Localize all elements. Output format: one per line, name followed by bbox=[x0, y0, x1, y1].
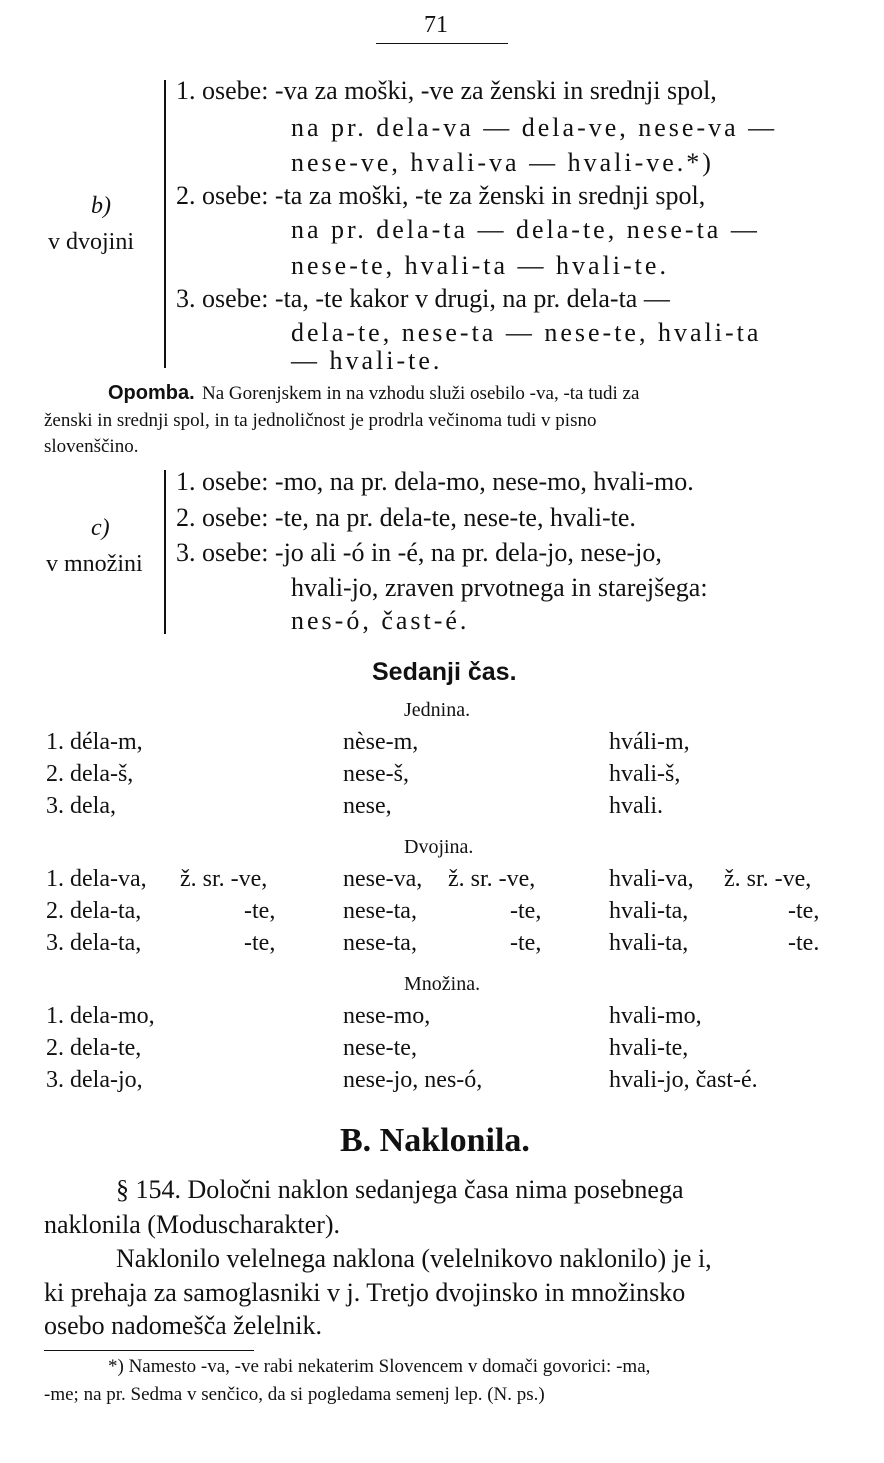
table-cell: hvali-jo, čast-é. bbox=[609, 1067, 758, 1093]
dual-line: dela-te, nese-ta — nese-te, hvali-ta bbox=[291, 318, 762, 347]
table-cell: hvali-š, bbox=[609, 761, 681, 787]
table-cell: nese, bbox=[343, 793, 392, 819]
table-cell: 1. déla-m, bbox=[46, 729, 143, 755]
dual-line: na pr. dela-ta — dela-te, nese-ta — bbox=[291, 215, 760, 244]
section-b-paragraph-line: ki prehaja za samoglasniki v j. Tretjo dvojinsko in množinsko bbox=[44, 1278, 686, 1307]
table-cell: 3. dela-jo, bbox=[46, 1067, 143, 1093]
dual-line: nese-ve, hvali-va — hvali-ve.*) bbox=[291, 148, 714, 177]
dual-line: 3. osebe: -ta, -te kakor v drugi, na pr. dela-ta — bbox=[176, 284, 670, 313]
table-cell: -te, bbox=[510, 898, 542, 924]
dual-line: 2. osebe: -ta za moški, -te za ženski in srednji spol, bbox=[176, 181, 706, 210]
dual-table-heading: Dvojina. bbox=[404, 836, 474, 858]
table-cell: -te. bbox=[788, 930, 820, 956]
table-cell: hvali-mo, bbox=[609, 1003, 702, 1029]
dual-line: na pr. dela-va — dela-ve, nese-va — bbox=[291, 113, 778, 142]
table-cell: 1. dela-mo, bbox=[46, 1003, 155, 1029]
section-b-paragraph-line: naklonila (Moduscharakter). bbox=[44, 1210, 341, 1239]
footnote-line: -me; na pr. Sedma v senčico, da si pogledama semenj lep. (N. ps.) bbox=[44, 1384, 545, 1405]
table-cell: nèse-m, bbox=[343, 729, 419, 755]
table-cell: hvali-te, bbox=[609, 1035, 689, 1061]
dual-brace bbox=[164, 80, 166, 368]
table-cell: 2. dela-š, bbox=[46, 761, 134, 787]
table-cell: ž. sr. -ve, bbox=[724, 866, 812, 892]
table-cell: -te, bbox=[244, 930, 276, 956]
plural-line: 2. osebe: -te, na pr. dela-te, nese-te, hvali-te. bbox=[176, 503, 636, 532]
table-cell: nese-te, bbox=[343, 1035, 417, 1061]
note-heading: Opomba. bbox=[108, 382, 195, 404]
table-cell: nese-va, bbox=[343, 866, 423, 892]
table-cell: 3. dela, bbox=[46, 793, 116, 819]
note-line: slovenščino. bbox=[44, 436, 139, 457]
table-cell: nese-ta, bbox=[343, 930, 417, 956]
plural-line: hvali-jo, zraven prvotnega in starejšega: bbox=[291, 573, 708, 602]
footnote-line: *) Namesto -va, -ve rabi nekaterim Slovencem v domači govorici: -ma, bbox=[108, 1356, 651, 1377]
dual-label-letter: b) bbox=[91, 193, 111, 219]
table-cell: -te, bbox=[510, 930, 542, 956]
section-b-title: B. Naklonila. bbox=[340, 1122, 530, 1159]
table-cell: -te, bbox=[788, 898, 820, 924]
plural-brace bbox=[164, 470, 166, 634]
header-rule bbox=[376, 43, 508, 44]
dual-line: — hvali-te. bbox=[291, 346, 443, 375]
plural-line: 3. osebe: -jo ali -ó in -é, na pr. dela-jo, nese-jo, bbox=[176, 538, 662, 567]
table-cell: 3. dela-ta, bbox=[46, 930, 142, 956]
footnote-rule bbox=[44, 1350, 254, 1351]
singular-heading: Jednina. bbox=[404, 699, 471, 721]
table-cell: 1. dela-va, bbox=[46, 866, 147, 892]
table-cell: nese-ta, bbox=[343, 898, 417, 924]
section-b-paragraph-line: osebo nadomešča želelnik. bbox=[44, 1311, 322, 1340]
note-line: Na Gorenjskem in na vzhodu služi osebilo -va, -ta tudi za bbox=[202, 383, 640, 404]
dual-label-word: v dvojini bbox=[48, 229, 135, 255]
table-cell: -te, bbox=[244, 898, 276, 924]
table-cell: ž. sr. -ve, bbox=[180, 866, 268, 892]
table-cell: ž. sr. -ve, bbox=[448, 866, 536, 892]
note-line: ženski in srednji spol, in ta jednoličnost je prodrla večinoma tudi v pisno bbox=[44, 410, 597, 431]
plural-table-heading: Množina. bbox=[404, 973, 481, 995]
plural-line: 1. osebe: -mo, na pr. dela-mo, nese-mo, hvali-mo. bbox=[176, 467, 694, 496]
table-cell: nese-jo, nes-ó, bbox=[343, 1067, 483, 1093]
table-cell: hvali-ta, bbox=[609, 898, 689, 924]
dual-line: nese-te, hvali-ta — hvali-te. bbox=[291, 251, 669, 280]
dual-line: 1. osebe: -va za moški, -ve za ženski in srednji spol, bbox=[176, 76, 717, 105]
plural-label-word: v množini bbox=[46, 551, 143, 577]
table-cell: 2. dela-ta, bbox=[46, 898, 142, 924]
page-number: 71 bbox=[424, 12, 448, 38]
table-cell: hváli-m, bbox=[609, 729, 690, 755]
table-cell: 2. dela-te, bbox=[46, 1035, 142, 1061]
plural-line: nes-ó, čast-é. bbox=[291, 606, 470, 635]
table-cell: hvali-va, bbox=[609, 866, 694, 892]
present-title: Sedanji čas. bbox=[372, 658, 517, 686]
table-cell: nese-š, bbox=[343, 761, 409, 787]
table-cell: hvali-ta, bbox=[609, 930, 689, 956]
section-b-paragraph-line: § 154. Določni naklon sedanjega časa nima posebnega bbox=[116, 1175, 684, 1204]
table-cell: nese-mo, bbox=[343, 1003, 431, 1029]
section-b-paragraph-line: Naklonilo velelnega naklona (velelnikovo naklonilo) je i, bbox=[116, 1244, 712, 1273]
plural-label-letter: c) bbox=[91, 515, 110, 541]
table-cell: hvali. bbox=[609, 793, 663, 819]
